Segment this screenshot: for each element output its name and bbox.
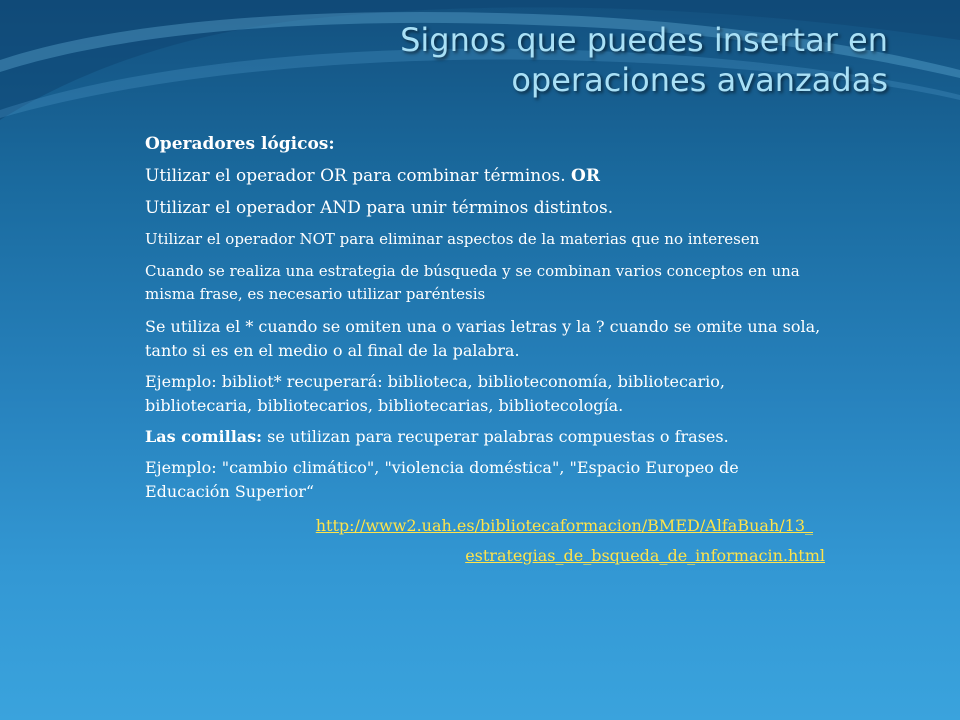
or-operator-item (145, 164, 825, 188)
slide-title-line1: Signos que puedes insertar en (400, 21, 888, 59)
slide-title-line2: operaciones avanzadas (511, 61, 888, 99)
slide-content (145, 132, 825, 571)
logical-operators-heading: Operadores lógicos: (145, 134, 335, 154)
and-operator-item: Utilizar el operador AND para unir términos distintos. (145, 198, 614, 218)
slide-title (168, 20, 888, 100)
quotes-item (145, 425, 825, 449)
quotes-text: se utilizan para recuperar palabras compuestas o frases. (267, 427, 729, 446)
reference-link-line2[interactable]: estrategias_de_bsqueda_de_informacin.html (465, 546, 825, 565)
reference-link-line1[interactable]: http://www2.uah.es/bibliotecaformacion/BMED/AlfaBuah/13_ (315, 516, 813, 535)
truncation-example-item: Ejemplo: bibliot* recuperará: biblioteca, biblioteconomía, bibliotecario, bibliotecaria, bibliotecarios, bibliotecarias, bibliotecología. (145, 372, 725, 415)
quotes-label: Las comillas: (145, 427, 263, 446)
truncation-item: Se utiliza el * cuando se omiten una o varias letras y la ? cuando se omite una sola, tanto si es en el medio o al final de la palabra. (145, 317, 821, 360)
or-operator-text: Utilizar el operador OR para combinar términos. (145, 166, 566, 186)
or-operator-bold: OR (571, 166, 600, 186)
parentheses-item: Cuando se realiza una estrategia de búsqueda y se combinan varios conceptos en una misma frase, es necesario utilizar paréntesis (145, 262, 800, 303)
not-operator-item: Utilizar el operador NOT para eliminar aspectos de la materias que no interesen (145, 230, 760, 248)
quotes-example-item: Ejemplo: "cambio climático", "violencia doméstica", "Espacio Europeo de Educación Superior“ (145, 458, 739, 501)
